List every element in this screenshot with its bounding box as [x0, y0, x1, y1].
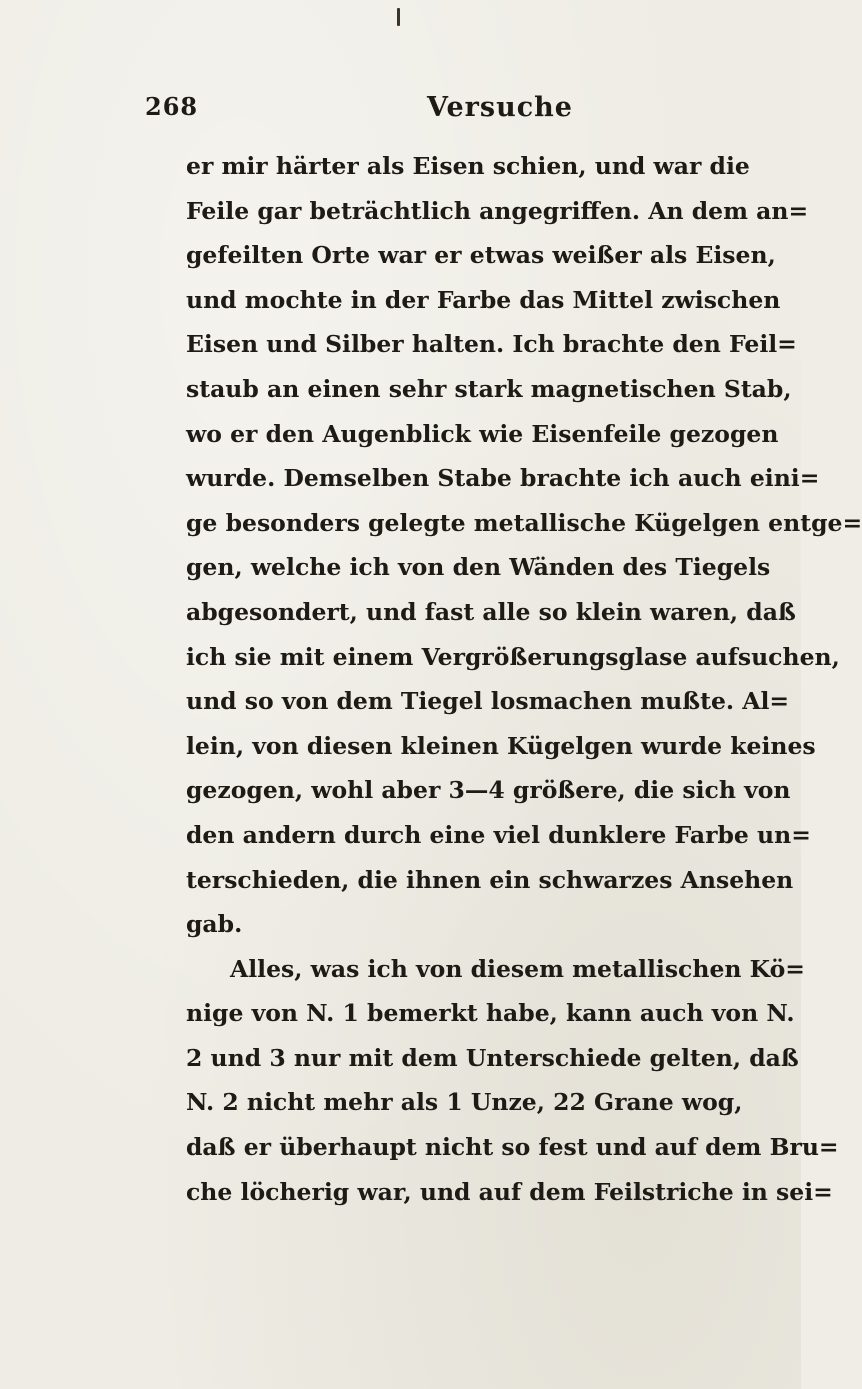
page-number: 268 [145, 92, 199, 121]
text-line: nige von N. 1 bemerkt habe, kann auch von N. [186, 999, 795, 1028]
text-line: lein, von diesen kleinen Kügelgen wurde keines [186, 731, 816, 760]
running-head: Versuche [427, 92, 573, 123]
text-line: und mochte in der Farbe das Mittel zwischen [186, 285, 781, 314]
text-line: den andern durch eine viel dunklere Farbe un= [186, 820, 811, 849]
text-line: Feile gar beträchtlich angegriffen. An dem an= [186, 196, 809, 225]
paragraph-start-line: Alles, was ich von diesem metallischen Kö= [230, 954, 805, 983]
text-line: staub an einen sehr stark magnetischen Stab, [186, 374, 792, 403]
text-line: N. 2 nicht mehr als 1 Unze, 22 Grane wog, [186, 1088, 743, 1117]
text-line: wo er den Augenblick wie Eisenfeile gezogen [186, 419, 779, 448]
text-line: daß er überhaupt nicht so fest und auf dem Bru= [186, 1133, 839, 1162]
text-line: gefeilten Orte war er etwas weißer als Eisen, [186, 241, 776, 270]
text-line: wurde. Demselben Stabe brachte ich auch eini= [186, 464, 820, 493]
text-line: gen, welche ich von den Wänden des Tiegels [186, 553, 771, 582]
page-header [145, 92, 675, 132]
text-line: Eisen und Silber halten. Ich brachte den Feil= [186, 330, 797, 359]
text-line: che löcherig war, und auf dem Feilstriche in sei= [186, 1177, 833, 1206]
text-line: und so von dem Tiegel losmachen mußte. Al= [186, 687, 790, 716]
text-line: gab. [186, 910, 243, 939]
body-text [186, 144, 862, 1214]
text-line: ge besonders gelegte metallische Kügelgen entge= [186, 508, 862, 537]
text-line: terschieden, die ihnen ein schwarzes Ansehen [186, 865, 794, 894]
text-line: er mir härter als Eisen schien, und war die [186, 152, 750, 180]
text-line: gezogen, wohl aber 3—4 größere, die sich von [186, 776, 791, 805]
text-line: 2 und 3 nur mit dem Unterschiede gelten, daß [186, 1043, 799, 1072]
text-line: ich sie mit einem Vergrößerungsglase aufsuchen, [186, 642, 840, 671]
text-line: abgesondert, und fast alle so klein waren, daß [186, 597, 796, 626]
print-mark [397, 8, 400, 26]
